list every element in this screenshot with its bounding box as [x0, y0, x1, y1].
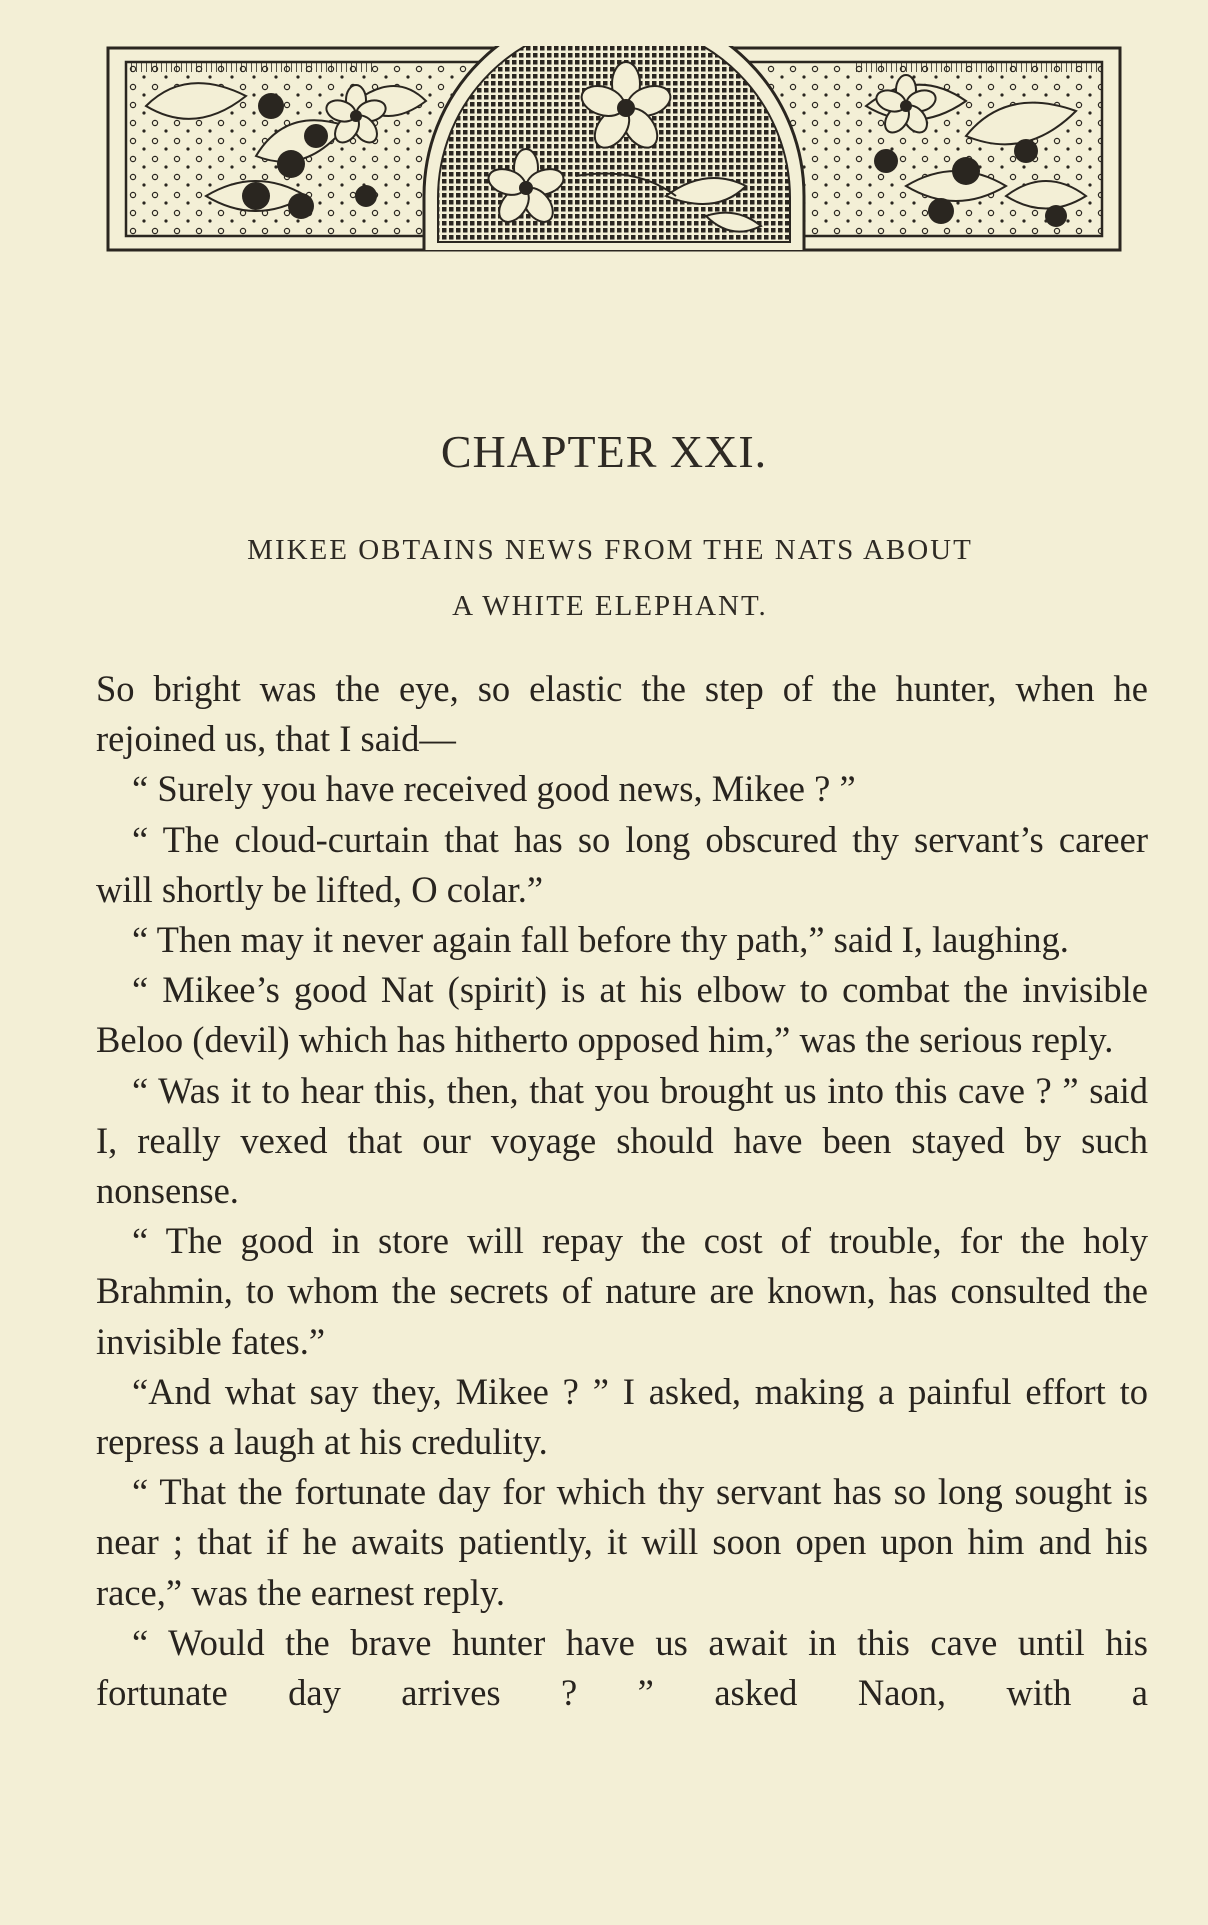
paragraph: “ The good in store will repay the cost of trouble, for the holy Brahmin, to whom the secrets of nature are known, has consulted the invisible fates.”: [96, 1220, 1148, 1362]
paragraph: “ Mikee’s good Nat (spirit) is at his elbow to combat the invisible Beloo (devil) which has hitherto opposed him,” was the serious reply.: [96, 969, 1148, 1061]
paragraph: “ The cloud-curtain that has so long obscured thy servant’s career will shortly be lifted, O colar.”: [96, 818, 1148, 910]
paragraph: So bright was the eye, so elastic the step of the hunter, when he rejoined us, that I said—: [96, 668, 1148, 760]
paragraph: “ Then may it never again fall before thy path,” said I, laughing.: [132, 919, 1069, 961]
chapter-subtitle-line-2: A WHITE ELEPHANT.: [452, 590, 768, 622]
paragraph: “ Was it to hear this, then, that you brought us into this cave ? ” said I, really vexed that our voyage should have been stayed by such nonsense.: [96, 1069, 1148, 1212]
paragraph: “ That the fortunate day for which thy servant has so long sought is near ; that if he awaits patiently, it will soon open upon him and his race,” was the earnest reply.: [96, 1471, 1148, 1613]
chapter-subtitle: [130, 522, 1090, 634]
chapter-subtitle-line-1: MIKEE OBTAINS NEWS FROM THE NATS ABOUT: [247, 534, 973, 566]
paragraph: “ Surely you have received good news, Mikee ? ”: [132, 768, 856, 810]
chapter-title: CHAPTER XXI.: [440, 426, 768, 477]
chapter-body: [96, 664, 1148, 1718]
paragraph: “ Would the brave hunter have us await in this cave until his fortunate day arrives ? ” asked Naon, with a: [96, 1621, 1148, 1714]
floral-header-ornament-icon: [106, 46, 1122, 252]
paragraph: “And what say they, Mikee ? ” I asked, making a painful effort to repress a laugh at his credulity.: [96, 1370, 1148, 1463]
